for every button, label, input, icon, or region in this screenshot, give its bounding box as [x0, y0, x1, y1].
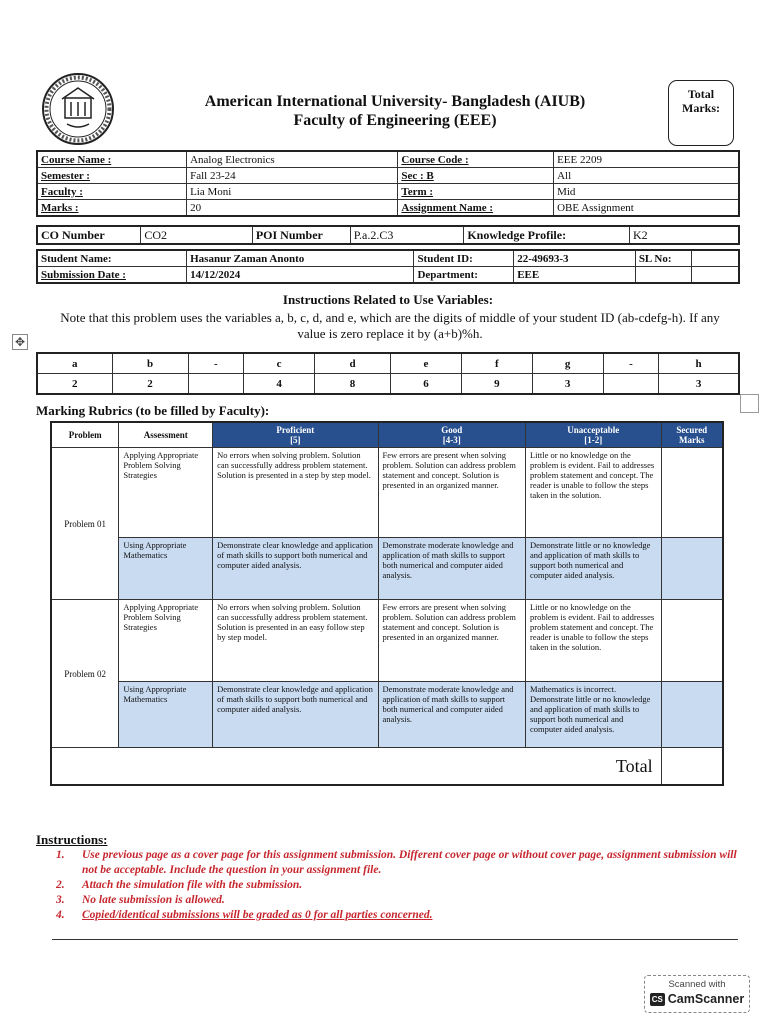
assignment-name-value: OBE Assignment [554, 200, 739, 217]
good-cell: Few errors are present when solving problem. Solution can address problem statement and concept. Solution is presented in an organized manner. [378, 600, 525, 682]
faculty-name: Faculty of Engineering (EEE) [293, 112, 497, 129]
unacceptable-cell: Little or no knowledge on the problem is evident. Fail to addresses problem statement and concept. The reader is unable to follow the steps taken in the solution. [525, 448, 661, 538]
knowledge-profile-label: Knowledge Profile: [464, 226, 630, 244]
course-name-value: Analog Electronics [187, 151, 398, 168]
co-number-label: CO Number [37, 226, 141, 244]
faculty-value: Lia Moni [187, 184, 398, 200]
variable-header: b [112, 353, 188, 374]
variable-header: d [315, 353, 391, 374]
camscanner-watermark [644, 975, 750, 1013]
student-name-value: Hasanur Zaman Anonto [187, 250, 414, 267]
variables-note: Note that this problem uses the variables a, b, c, d, and e, which are the digits of middle of your student ID (ab-cdefg-h). If any value is zero replace it by (a+b)%h. [60, 310, 720, 341]
variable-header: c [244, 353, 315, 374]
variables-header-row [37, 353, 739, 374]
variable-value [603, 374, 659, 395]
total-marks-box: Total Marks: [668, 80, 734, 146]
instruction-item [56, 878, 746, 893]
empty-cell [691, 267, 739, 284]
course-code-value: EEE 2209 [554, 151, 739, 168]
course-name-label: Course Name : [37, 151, 187, 168]
variable-value: 3 [532, 374, 603, 395]
good-header-label: Good [441, 425, 463, 435]
bottom-divider [52, 939, 738, 940]
co-info-row [37, 226, 739, 244]
course-info-table [36, 150, 740, 217]
variables-table [36, 352, 740, 395]
instruction-text: Copied/identical submissions will be graded as 0 for all parties concerned. [82, 909, 433, 921]
variable-value: 2 [112, 374, 188, 395]
instruction-number: 4. [56, 909, 65, 921]
section-label: Sec : B [398, 168, 554, 184]
good-header [378, 422, 525, 448]
submission-date-label: Submission Date : [37, 267, 187, 284]
secured-marks-cell [661, 600, 723, 682]
document-header [140, 92, 650, 130]
instruction-item [56, 908, 746, 923]
sl-no-value [691, 250, 739, 267]
proficient-cell: Demonstrate clear knowledge and application of math skills to support both numerical and computer aided analysis. [213, 538, 378, 600]
faculty-label: Faculty : [37, 184, 187, 200]
knowledge-profile-value: K2 [629, 226, 739, 244]
assessment-cell: Applying Appropriate Problem Solving Strategies [119, 448, 213, 538]
problem-label: Problem 02 [51, 600, 119, 748]
unacceptable-cell: Mathematics is incorrect. Demonstrate little or no knowledge and application of math skills to support both numerical and computer aided analysis. [525, 682, 661, 748]
proficient-header-range: [5] [290, 435, 301, 445]
variable-value: 6 [391, 374, 462, 395]
instruction-number: 3. [56, 894, 65, 906]
assessment-header: Assessment [119, 422, 213, 448]
student-id-label: Student ID: [414, 250, 514, 267]
camscanner-name: CamScanner [667, 992, 745, 1006]
variable-header: - [188, 353, 244, 374]
term-value: Mid [554, 184, 739, 200]
secured-marks-cell [661, 538, 723, 600]
instruction-number: 2. [56, 879, 65, 891]
variable-value: 4 [244, 374, 315, 395]
variables-value-row [37, 374, 739, 395]
variable-value: 9 [461, 374, 532, 395]
poi-number-value: P.a.2.C3 [350, 226, 464, 244]
variable-header: f [461, 353, 532, 374]
variable-header: - [603, 353, 659, 374]
instruction-item [56, 848, 746, 878]
unacceptable-cell: Demonstrate little or no knowledge and application of math skills to support both numerical and computer aided analysis. [525, 538, 661, 600]
unacceptable-cell: Little or no knowledge on the problem is evident. Fail to addresses problem statement and concept. The reader is unable to follow the steps taken in the solution. [525, 600, 661, 682]
student-info-table [36, 249, 740, 284]
secured-marks-cell [661, 682, 723, 748]
section-value: All [554, 168, 739, 184]
instructions-title: Instructions: [36, 832, 108, 847]
unacceptable-header [525, 422, 661, 448]
student-id-value: 22-49693-3 [514, 250, 636, 267]
good-cell: Demonstrate moderate knowledge and application of math skills to support both numerical and computer aided analysis. [378, 538, 525, 600]
assignment-name-label: Assignment Name : [398, 200, 554, 217]
variable-header: g [532, 353, 603, 374]
course-info-row [37, 168, 739, 184]
student-name-label: Student Name: [37, 250, 187, 267]
page-corner-box [740, 394, 759, 413]
good-header-range: [4-3] [442, 435, 461, 445]
good-cell: Few errors are present when solving problem. Solution can address problem statement and concept. Solution is presented in an organized manner. [378, 448, 525, 538]
department-label: Department: [414, 267, 514, 284]
empty-cell [635, 267, 691, 284]
variable-value: 2 [37, 374, 112, 395]
problem-header: Problem [51, 422, 119, 448]
co-info-table [36, 225, 740, 245]
co-number-value: CO2 [141, 226, 253, 244]
variables-title: Instructions Related to Use Variables: [282, 292, 494, 307]
total-label: Total [51, 748, 661, 786]
rubrics-title: Marking Rubrics (to be filled by Faculty): [36, 403, 270, 418]
course-info-row [37, 200, 739, 217]
rubric-header-row [51, 422, 723, 448]
semester-label: Semester : [37, 168, 187, 184]
marks-value: 20 [187, 200, 398, 217]
student-info-row [37, 267, 739, 284]
total-value-cell [661, 748, 723, 786]
proficient-cell: No errors when solving problem. Solution can successfully address problem statement. Solution is presented in a step by step model. [213, 448, 378, 538]
instruction-item [56, 893, 746, 908]
assessment-cell: Applying Appropriate Problem Solving Strategies [119, 600, 213, 682]
sl-no-label: SL No: [635, 250, 691, 267]
course-code-label: Course Code : [398, 151, 554, 168]
instruction-text: Use previous page as a cover page for this assignment submission. Different cover page or without cover page, assignment submission will not be acceptable. Include the question in your assignment file. [82, 849, 737, 876]
variable-value: 8 [315, 374, 391, 395]
scanned-with-text: Scanned with [668, 979, 726, 990]
assessment-cell: Using Appropriate Mathematics [119, 682, 213, 748]
secured-marks-header: Secured Marks [661, 422, 723, 448]
submission-date-value: 14/12/2024 [187, 267, 414, 284]
rubric-total-row [51, 748, 723, 786]
camscanner-brand [645, 992, 749, 1006]
rubric-row [51, 600, 723, 682]
proficient-cell: No errors when solving problem. Solution can successfully address problem statement. Solution is presented in an easy follow step by step model. [213, 600, 378, 682]
rubric-row [51, 538, 723, 600]
university-name: American International University- Bangladesh (AIUB) [204, 93, 586, 110]
term-label: Term : [398, 184, 554, 200]
proficient-header [213, 422, 378, 448]
semester-value: Fall 23-24 [187, 168, 398, 184]
marks-label: Marks : [37, 200, 187, 217]
variable-value [188, 374, 244, 395]
marking-rubrics-table [50, 421, 724, 786]
variable-header: a [37, 353, 112, 374]
variable-header: h [659, 353, 739, 374]
unacceptable-header-label: Unacceptable [567, 425, 620, 435]
variable-value: 3 [659, 374, 739, 395]
student-info-row [37, 250, 739, 267]
instruction-text: Attach the simulation file with the submission. [82, 879, 303, 891]
unacceptable-header-range: [1-2] [584, 435, 603, 445]
problem-label: Problem 01 [51, 448, 119, 600]
department-value: EEE [514, 267, 636, 284]
course-info-row [37, 184, 739, 200]
instructions-list [56, 848, 746, 923]
instruction-text: No late submission is allowed. [82, 894, 225, 906]
rubric-row [51, 682, 723, 748]
instruction-number: 1. [56, 849, 65, 861]
course-info-row [37, 151, 739, 168]
assessment-cell: Using Appropriate Mathematics [119, 538, 213, 600]
poi-number-label: POI Number [252, 226, 350, 244]
secured-marks-cell [661, 448, 723, 538]
proficient-cell: Demonstrate clear knowledge and application of math skills to support both numerical and computer aided analysis. [213, 682, 378, 748]
university-seal-logo [38, 72, 118, 146]
proficient-header-label: Proficient [276, 425, 315, 435]
variable-header: e [391, 353, 462, 374]
table-move-handle-icon[interactable]: ✥ [12, 334, 28, 350]
rubric-row [51, 448, 723, 538]
good-cell: Demonstrate moderate knowledge and application of math skills to support both numerical and computer aided analysis. [378, 682, 525, 748]
camscanner-logo-icon: CS [651, 994, 663, 1004]
